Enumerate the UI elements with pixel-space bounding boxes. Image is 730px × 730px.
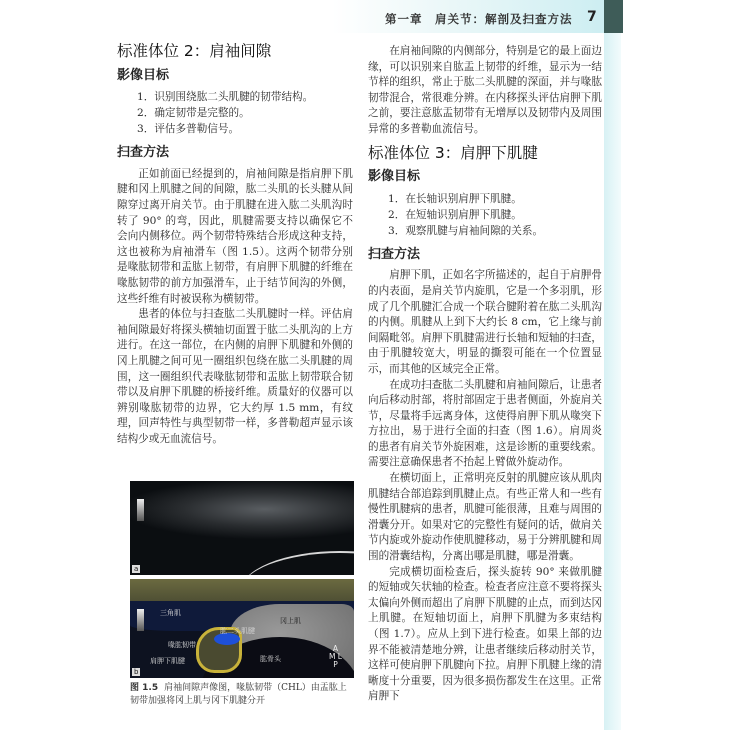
label-supraspinatus: 冈上肌 (280, 617, 301, 625)
label-humeral-head: 肱骨头 (260, 655, 281, 663)
goals-heading: 影像目标 (117, 67, 170, 83)
list-item: 1．识别围绕肱二头肌腱的韧带结构。 (137, 91, 314, 104)
ultrasound-panel-b (130, 579, 354, 678)
panel-label: b (134, 668, 139, 676)
caption-number: 图 1.5 (130, 683, 159, 693)
label-subscapularis: 肩胛下肌腱 (150, 657, 185, 665)
paragraph: 正如前面已经提到的，肩袖间隙是指肩胛下肌腱和冈上肌腱之间的间隙，肱二头肌的长头腱从间隙穿过离开肩关节。由于肌腱在进入肱二头肌沟时转了 90° 的弯，因此，肌腱需要支持以确保它不会向内侧移位。两个韧带特殊结合形成这种支持，这也被称为肩袖滑车（图 1.5）。这两个韧带分别是喙肱韧带和盂肱上韧带，有肩胛下肌腱的纤维在喙肱韧带的前方加强滑车，止于结节间沟的外侧，这些纤维有时被误称为横韧带。 (117, 167, 353, 305)
goals-heading: 影像目标 (368, 169, 421, 185)
list-item: 1．在长轴识别肩胛下肌腱。 (388, 192, 522, 205)
paragraph: 在横切面上，正常明亮反射的肌腱应该从肌肉肌腱结合部追踪到肌腱止点。有些正常人和一些有慢性肌腱病的患者，肌腱可能很薄，且难与周围的滑囊分开。如果对它的完整性有疑问的话，做肩关节内旋或外旋动作使肌腱移动，易于分辨肌腱和周围的滑囊结构，分离出哪是肌腱，哪是滑囊。 (368, 472, 602, 563)
figure-caption (130, 682, 354, 708)
chapter-tab (604, 0, 623, 33)
bone-surface (240, 551, 354, 575)
panel-label: a (134, 565, 139, 573)
paragraph: 在肩袖间隙的内侧部分，特别是它的最上面边缘，可以识别来自肱盂上韧带的纤维，显示为一结节样的组织，常止于肱二头肌腱的深面，并与喙肱韧带混合，常很难分辨。在内移探头评估肩胛下肌之前，要注意肱盂韧带有无增厚以及韧带内及周围异常的多普勒血流信号。 (368, 45, 602, 135)
chapter-title: 第一章 肩关节：解剖及扫查方法 (385, 12, 573, 26)
page-number: 7 (587, 9, 597, 25)
ultrasound-panel-a (130, 481, 354, 575)
list-item: 2．确定韧带是完整的。 (137, 107, 250, 120)
list-item: 2．在短轴识别肩胛下肌腱。 (388, 208, 522, 221)
goals-list (368, 191, 602, 239)
caption-text: 肩袖间隙声像图，喙肱韧带（CHL）由盂肱上韧带加强将冈上肌与冈下肌腱分开 (130, 683, 347, 706)
page-edge-strip (604, 33, 621, 730)
right-column (368, 44, 602, 705)
goals-list (117, 89, 353, 137)
label-deltoid: 三角肌 (160, 609, 181, 617)
label-biceps-tendon: 肱二头肌腱 (220, 627, 255, 635)
paragraph: 患者的体位与扫查肱二头肌腱时一样。评估肩袖间隙最好将探头横轴切面置于肱二头肌沟的上方进行。在这一部位，在内侧的肩胛下肌腱和外侧的冈上肌腱之间可见一圈组织包绕在肱二头肌腱的周围，这一圈组织代表喙肱韧带和盂肱上韧带联合韧带以及肩胛下肌腱的桥接纤维。质量好的仪器可以辨别喙肱韧带的边界，它大约厚 1.5 mm，有纹理，回声特性与典型韧带一样，多普勒超声显示该结构少或无血流信号。 (117, 308, 353, 445)
section-title: 标准体位 3：肩胛下肌腱 (368, 143, 538, 162)
grayscale-bar (137, 499, 144, 521)
grayscale-bar (137, 609, 144, 631)
orientation-marker (329, 645, 342, 669)
orientation-a: A (332, 644, 339, 653)
paragraph: 在成功扫查肱二头肌腱和肩袖间隙后，让患者向后移动肘部，将肘部固定于患者侧面，外旋肩关节，尽量将手远离身体，这使得肩胛下肌从喙突下方拉出，易于进行全面的扫查（图 1.6）。肩周炎的患者有肩关节外旋困难，这是诊断的重要线索。需要注意确保患者不抬起上臂做外旋动作。 (368, 378, 602, 469)
method-heading: 扫查方法 (368, 246, 421, 262)
method-heading: 扫查方法 (117, 145, 170, 161)
figure-1-5 (130, 481, 354, 679)
paragraph: 肩胛下肌，正如名字所描述的，起自于肩胛骨的内表面，是肩关节内旋肌，它是一个多羽肌，形成了几个肌腱汇合成一个联合腱附着在肱二头肌沟的内侧。肌腱从上到下大约长 8 cm，它上缘与前间隔毗邻。肩胛下肌腱需进行长轴和短轴的扫查，由于肌腱较宽大，明显的撕裂可能在一个位置显示，而其他的区域完全正常。 (368, 269, 602, 375)
section-title: 标准体位 2：肩袖间隙 (117, 42, 272, 60)
list-item: 3．评估多普勒信号。 (137, 123, 240, 136)
left-column (117, 44, 353, 447)
orientation-ml: M L (328, 652, 342, 661)
label-chl: 喙肱韧带 (168, 641, 196, 649)
list-item: 3．观察肌腱与肩袖间隙的关系。 (388, 224, 544, 237)
paragraph: 完成横切面检查后，探头旋转 90° 来做肌腱的短轴或矢状轴的检查。检查者应注意不要将探头太偏向外侧而超出了肩胛下肌腱的止点，而到达冈上肌腱。在短轴切面上，肩胛下肌腱为多束结构（图 1.7）。应从上到下进行检查。如果上部的边界不能被清楚地分辨，让患者继续后移动肘关节，这样可使肩胛下肌腱向下拉。肩胛下肌腱上缘的清晰度十分重要，因为很多损伤都发生在这里。正常肩胛下 (368, 565, 602, 703)
orientation-p: P (333, 660, 338, 669)
